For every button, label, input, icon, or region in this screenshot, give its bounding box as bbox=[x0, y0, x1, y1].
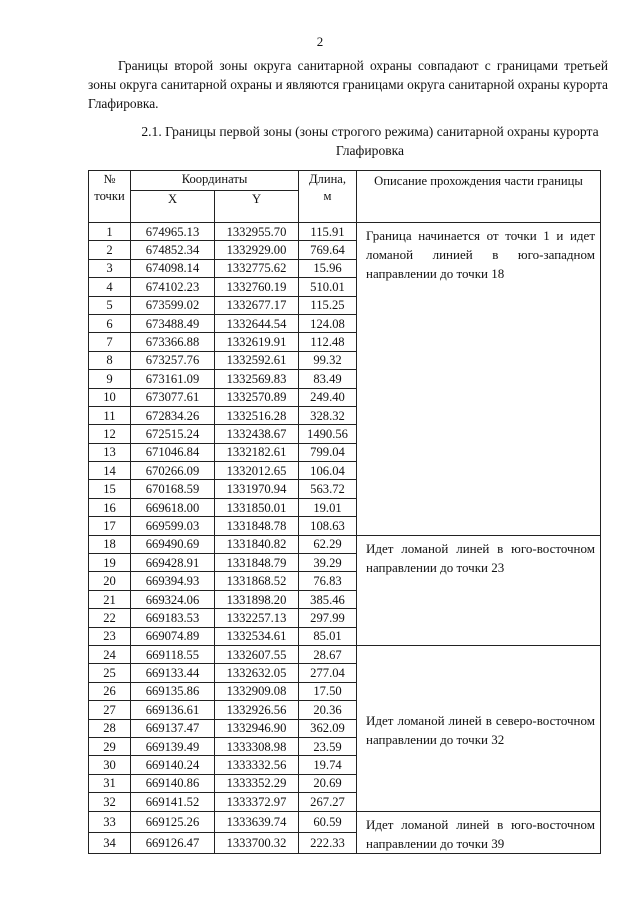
cell-y: 1333372.97 bbox=[215, 793, 299, 811]
cell-y: 1332644.54 bbox=[215, 314, 299, 332]
cell-point-number: 8 bbox=[89, 351, 131, 369]
cell-x: 669140.86 bbox=[131, 774, 215, 792]
cell-x: 669394.93 bbox=[131, 572, 215, 590]
cell-x: 673488.49 bbox=[131, 314, 215, 332]
cell-x: 669137.47 bbox=[131, 719, 215, 737]
cell-y: 1332929.00 bbox=[215, 241, 299, 259]
table-row bbox=[89, 535, 601, 553]
cell-point-number: 32 bbox=[89, 793, 131, 811]
cell-y: 1331898.20 bbox=[215, 590, 299, 608]
cell-x: 669183.53 bbox=[131, 609, 215, 627]
cell-point-number: 29 bbox=[89, 737, 131, 755]
cell-point-number: 14 bbox=[89, 462, 131, 480]
cell-x: 669141.52 bbox=[131, 793, 215, 811]
cell-y: 1332569.83 bbox=[215, 370, 299, 388]
page-number: 2 bbox=[316, 34, 324, 49]
cell-point-number: 10 bbox=[89, 388, 131, 406]
cell-x: 673161.09 bbox=[131, 370, 215, 388]
cell-y: 1331850.01 bbox=[215, 498, 299, 516]
cell-x: 670266.09 bbox=[131, 462, 215, 480]
cell-y: 1332909.08 bbox=[215, 682, 299, 700]
cell-point-number: 7 bbox=[89, 333, 131, 351]
cell-y: 1332775.62 bbox=[215, 259, 299, 277]
cell-point-number: 20 bbox=[89, 572, 131, 590]
header-length bbox=[299, 171, 357, 223]
cell-length: 510.01 bbox=[299, 278, 357, 296]
cell-y: 1332592.61 bbox=[215, 351, 299, 369]
cell-length: 108.63 bbox=[299, 517, 357, 535]
cell-point-number: 3 bbox=[89, 259, 131, 277]
cell-y: 1332607.55 bbox=[215, 645, 299, 663]
cell-x: 673366.88 bbox=[131, 333, 215, 351]
cell-length: 112.48 bbox=[299, 333, 357, 351]
header-description bbox=[357, 171, 601, 223]
cell-x: 669125.26 bbox=[131, 811, 215, 832]
cell-length: 19.74 bbox=[299, 756, 357, 774]
cell-x: 669136.61 bbox=[131, 701, 215, 719]
cell-point-number: 23 bbox=[89, 627, 131, 645]
cell-y: 1332012.65 bbox=[215, 462, 299, 480]
cell-length: 249.40 bbox=[299, 388, 357, 406]
cell-point-number: 17 bbox=[89, 517, 131, 535]
header-point-number bbox=[89, 171, 131, 223]
cell-length: 19.01 bbox=[299, 498, 357, 516]
cell-length: 115.91 bbox=[299, 223, 357, 241]
cell-point-number: 6 bbox=[89, 314, 131, 332]
cell-point-number: 12 bbox=[89, 425, 131, 443]
cell-y: 1332257.13 bbox=[215, 609, 299, 627]
cell-point-number: 2 bbox=[89, 241, 131, 259]
cell-length: 23.59 bbox=[299, 737, 357, 755]
cell-point-number: 4 bbox=[89, 278, 131, 296]
header-x: X bbox=[131, 191, 215, 223]
table-row bbox=[89, 811, 601, 832]
cell-length: 799.04 bbox=[299, 443, 357, 461]
cell-point-number: 18 bbox=[89, 535, 131, 553]
cell-x: 670168.59 bbox=[131, 480, 215, 498]
cell-length: 17.50 bbox=[299, 682, 357, 700]
cell-length: 76.83 bbox=[299, 572, 357, 590]
cell-y: 1332534.61 bbox=[215, 627, 299, 645]
cell-y: 1333332.56 bbox=[215, 756, 299, 774]
cell-x: 672515.24 bbox=[131, 425, 215, 443]
cell-x: 669118.55 bbox=[131, 645, 215, 663]
cell-x: 669126.47 bbox=[131, 832, 215, 853]
intro-paragraph: Границы второй зоны округа санитарной охраны совпадают с границами третьей зоны округа санитарной охраны и являются границами округа санитарной охраны курорта Глафировка. bbox=[88, 58, 608, 111]
cell-x: 674098.14 bbox=[131, 259, 215, 277]
cell-length: 222.33 bbox=[299, 832, 357, 853]
cell-y: 1331970.94 bbox=[215, 480, 299, 498]
cell-x: 669599.03 bbox=[131, 517, 215, 535]
cell-y: 1332632.05 bbox=[215, 664, 299, 682]
cell-y: 1333700.32 bbox=[215, 832, 299, 853]
cell-length: 277.04 bbox=[299, 664, 357, 682]
cell-x: 669133.44 bbox=[131, 664, 215, 682]
cell-point-number: 24 bbox=[89, 645, 131, 663]
cell-point-number: 16 bbox=[89, 498, 131, 516]
cell-x: 674852.34 bbox=[131, 241, 215, 259]
cell-y: 1333352.29 bbox=[215, 774, 299, 792]
cell-point-number: 27 bbox=[89, 701, 131, 719]
cell-x: 673599.02 bbox=[131, 296, 215, 314]
cell-point-number: 28 bbox=[89, 719, 131, 737]
cell-point-number: 1 bbox=[89, 223, 131, 241]
cell-x: 669428.91 bbox=[131, 554, 215, 572]
cell-length: 769.64 bbox=[299, 241, 357, 259]
cell-point-number: 9 bbox=[89, 370, 131, 388]
cell-length: 15.96 bbox=[299, 259, 357, 277]
cell-length: 28.67 bbox=[299, 645, 357, 663]
table-row bbox=[89, 223, 601, 241]
cell-y: 1331868.52 bbox=[215, 572, 299, 590]
cell-y: 1332760.19 bbox=[215, 278, 299, 296]
description-text: Идет ломаной линей в юго-восточном направлении до точки 39 bbox=[366, 816, 595, 851]
cell-length: 20.69 bbox=[299, 774, 357, 792]
header-point-label: точки bbox=[94, 189, 125, 203]
cell-length: 362.09 bbox=[299, 719, 357, 737]
header-length-label: Длина, bbox=[308, 172, 347, 186]
cell-point-number: 31 bbox=[89, 774, 131, 792]
cell-description bbox=[357, 645, 601, 811]
cell-point-number: 22 bbox=[89, 609, 131, 627]
cell-y: 1332955.70 bbox=[215, 223, 299, 241]
cell-x: 671046.84 bbox=[131, 443, 215, 461]
cell-y: 1331848.78 bbox=[215, 517, 299, 535]
cell-length: 563.72 bbox=[299, 480, 357, 498]
cell-length: 99.32 bbox=[299, 351, 357, 369]
cell-description bbox=[357, 223, 601, 536]
cell-point-number: 34 bbox=[89, 832, 131, 853]
cell-x: 669618.00 bbox=[131, 498, 215, 516]
header-coordinates: Координаты bbox=[131, 171, 299, 191]
cell-length: 60.59 bbox=[299, 811, 357, 832]
cell-length: 267.27 bbox=[299, 793, 357, 811]
cell-y: 1332926.56 bbox=[215, 701, 299, 719]
header-y: Y bbox=[215, 191, 299, 223]
cell-x: 669139.49 bbox=[131, 737, 215, 755]
cell-length: 124.08 bbox=[299, 314, 357, 332]
cell-point-number: 19 bbox=[89, 554, 131, 572]
cell-y: 1332619.91 bbox=[215, 333, 299, 351]
cell-description bbox=[357, 811, 601, 853]
description-text: Идет ломаной линей в юго-восточном направлении до точки 23 bbox=[366, 540, 595, 575]
cell-length: 115.25 bbox=[299, 296, 357, 314]
cell-point-number: 21 bbox=[89, 590, 131, 608]
cell-x: 674965.13 bbox=[131, 223, 215, 241]
cell-point-number: 26 bbox=[89, 682, 131, 700]
cell-length: 20.36 bbox=[299, 701, 357, 719]
description-text: Граница начинается от точки 1 и идет ломаной линией в юго-западном направлении до точки 18 bbox=[366, 228, 595, 281]
cell-x: 673257.76 bbox=[131, 351, 215, 369]
cell-point-number: 15 bbox=[89, 480, 131, 498]
cell-x: 672834.26 bbox=[131, 406, 215, 424]
cell-y: 1333308.98 bbox=[215, 737, 299, 755]
cell-y: 1332516.28 bbox=[215, 406, 299, 424]
cell-point-number: 30 bbox=[89, 756, 131, 774]
cell-x: 669324.06 bbox=[131, 590, 215, 608]
table-row bbox=[89, 645, 601, 663]
cell-point-number: 13 bbox=[89, 443, 131, 461]
cell-length: 328.32 bbox=[299, 406, 357, 424]
cell-length: 85.01 bbox=[299, 627, 357, 645]
cell-length: 297.99 bbox=[299, 609, 357, 627]
cell-length: 385.46 bbox=[299, 590, 357, 608]
cell-length: 106.04 bbox=[299, 462, 357, 480]
table-body bbox=[89, 223, 601, 854]
cell-y: 1332946.90 bbox=[215, 719, 299, 737]
cell-point-number: 11 bbox=[89, 406, 131, 424]
cell-point-number: 25 bbox=[89, 664, 131, 682]
header-no-symbol: № bbox=[103, 172, 116, 186]
cell-x: 674102.23 bbox=[131, 278, 215, 296]
cell-point-number: 5 bbox=[89, 296, 131, 314]
header-description-label: Описание прохождения части границы bbox=[374, 174, 583, 188]
cell-length: 39.29 bbox=[299, 554, 357, 572]
section-title: 2.1. Границы первой зоны (зоны строгого режима) санитарной охраны курорта Глафировка bbox=[141, 124, 599, 158]
cell-x: 669140.24 bbox=[131, 756, 215, 774]
cell-y: 1332438.67 bbox=[215, 425, 299, 443]
cell-y: 1332570.89 bbox=[215, 388, 299, 406]
cell-x: 669135.86 bbox=[131, 682, 215, 700]
cell-description bbox=[357, 535, 601, 645]
cell-x: 669074.89 bbox=[131, 627, 215, 645]
cell-y: 1331840.82 bbox=[215, 535, 299, 553]
cell-length: 1490.56 bbox=[299, 425, 357, 443]
cell-y: 1332677.17 bbox=[215, 296, 299, 314]
cell-y: 1331848.79 bbox=[215, 554, 299, 572]
cell-length: 62.29 bbox=[299, 535, 357, 553]
header-length-unit: м bbox=[323, 189, 332, 203]
cell-y: 1332182.61 bbox=[215, 443, 299, 461]
cell-x: 673077.61 bbox=[131, 388, 215, 406]
cell-y: 1333639.74 bbox=[215, 811, 299, 832]
cell-length: 83.49 bbox=[299, 370, 357, 388]
cell-point-number: 33 bbox=[89, 811, 131, 832]
boundary-coordinates-table bbox=[88, 170, 601, 854]
cell-x: 669490.69 bbox=[131, 535, 215, 553]
description-text: Идет ломаной линей в северо-восточном направлении до точки 32 bbox=[366, 712, 595, 747]
